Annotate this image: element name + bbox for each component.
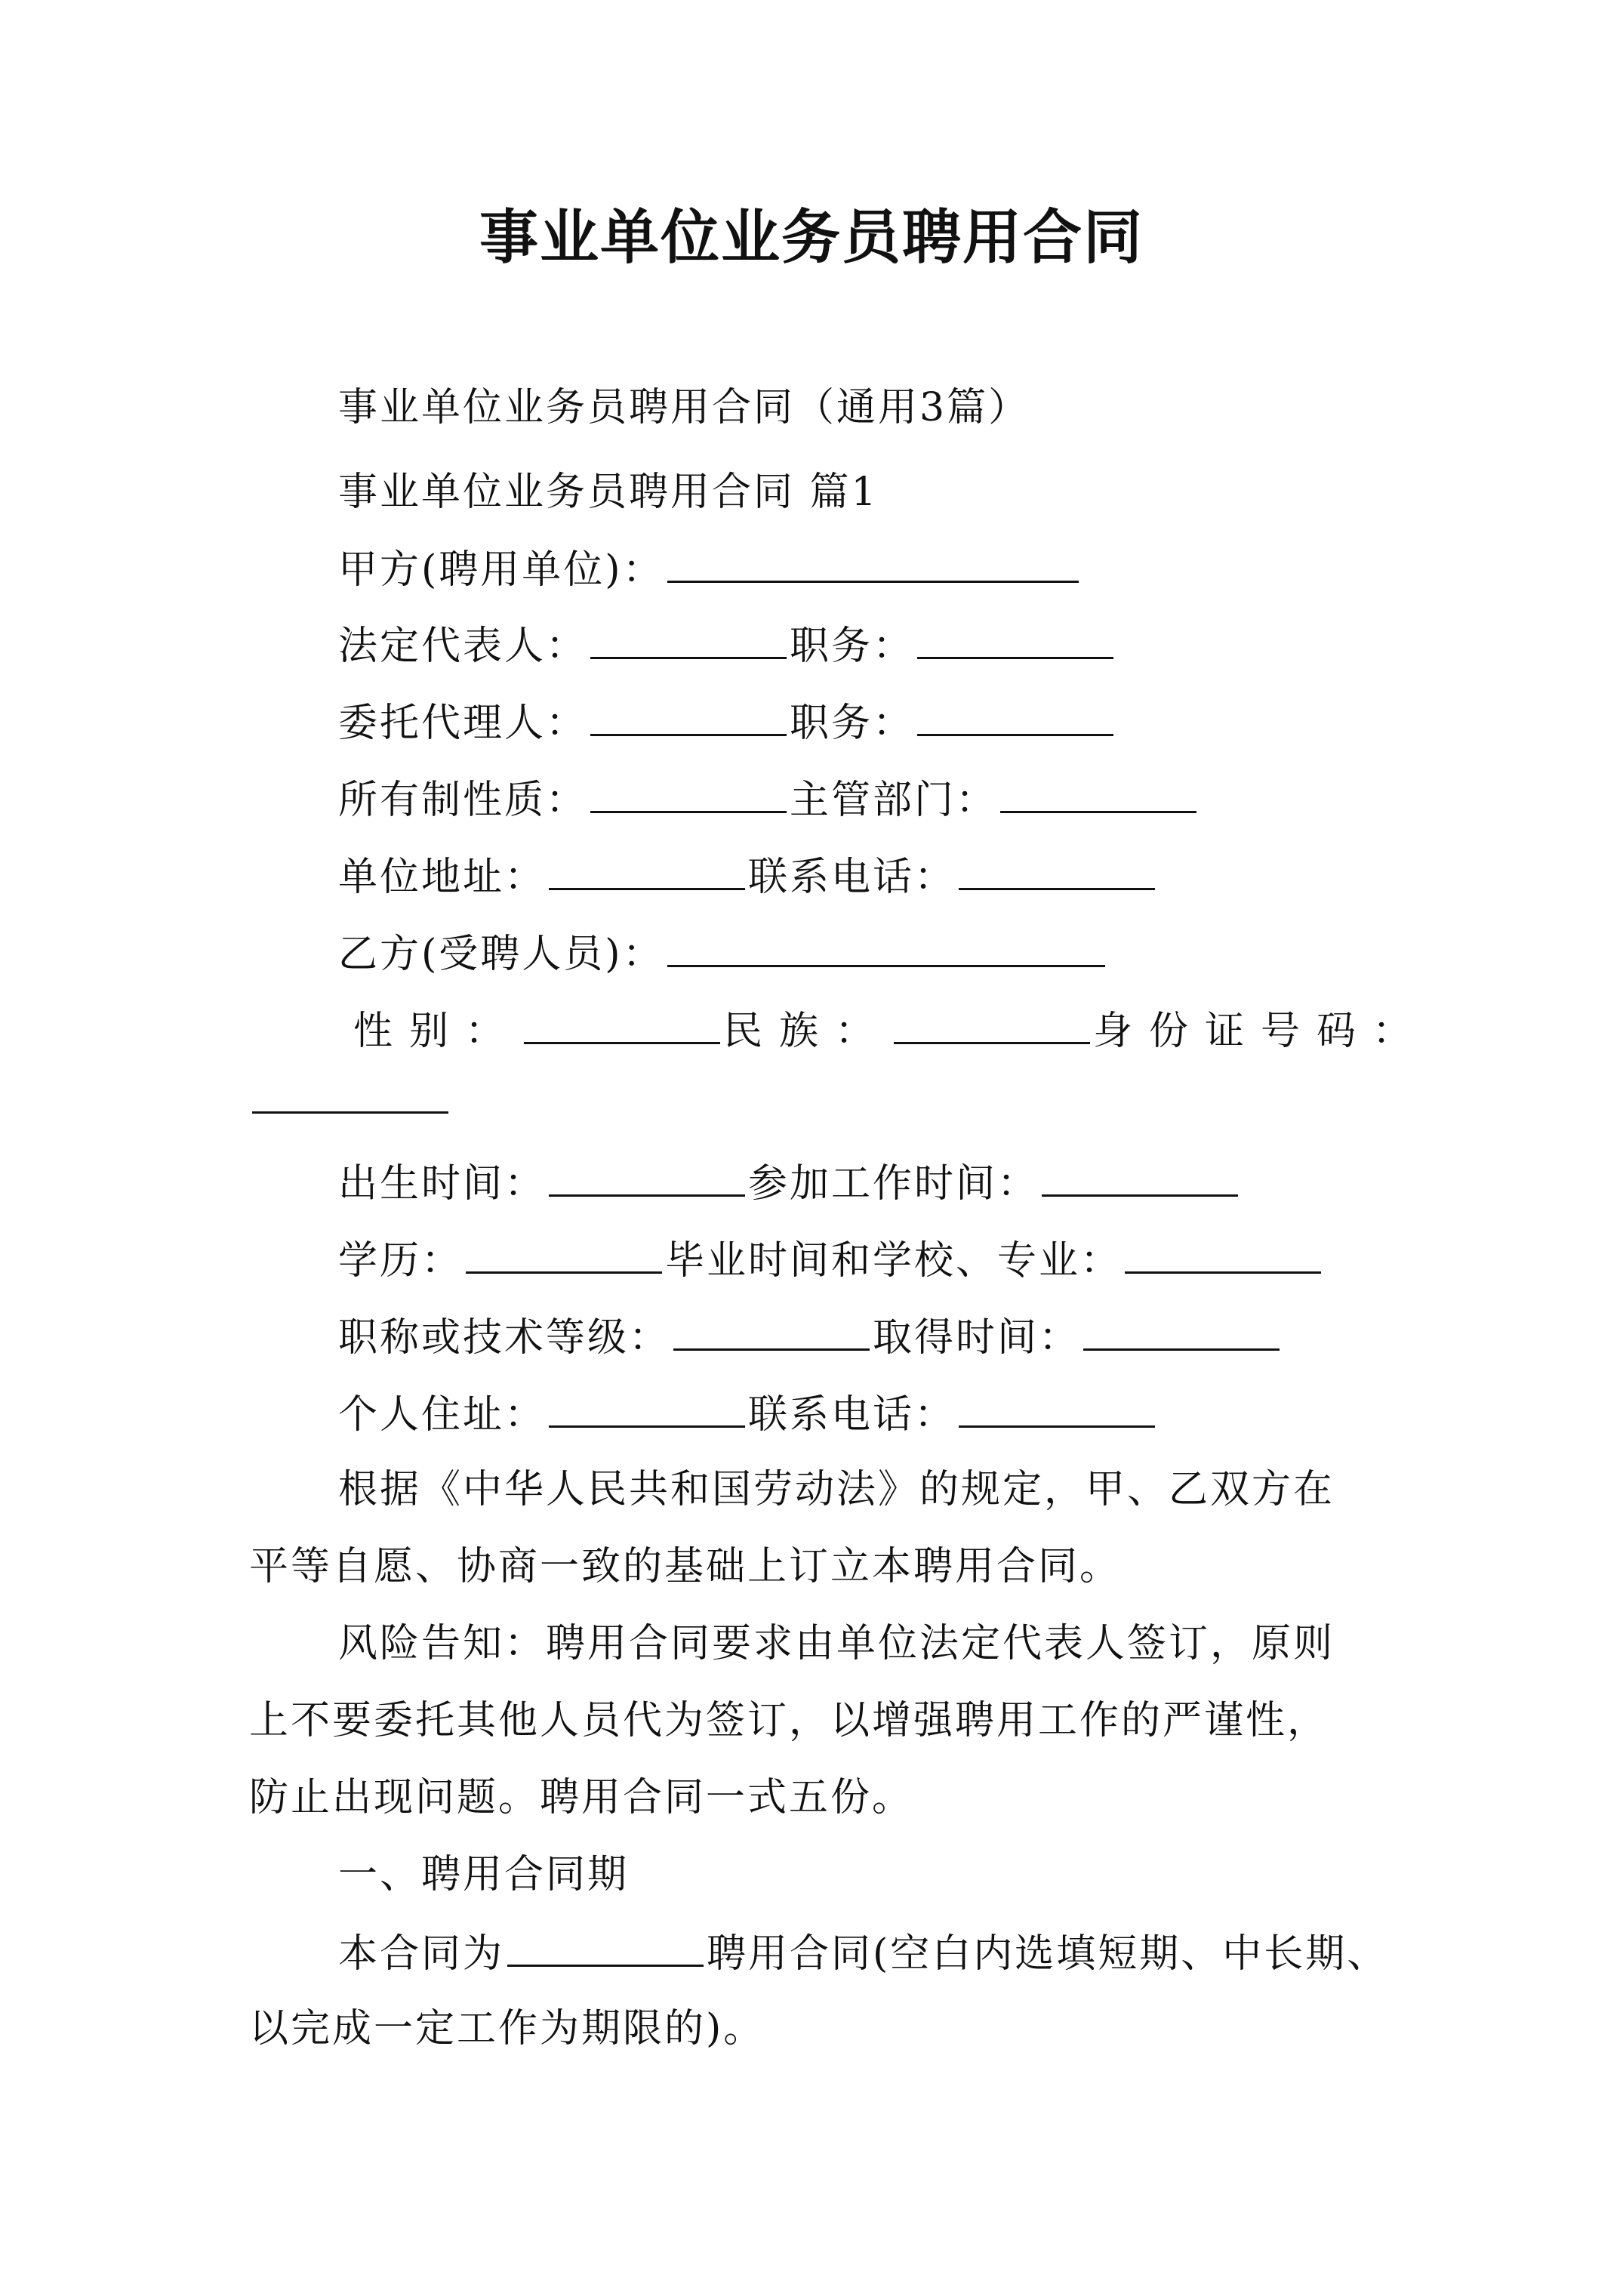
ownership-blank[interactable]: [590, 772, 787, 813]
ownership-label: 所有制性质：: [338, 778, 588, 823]
agent-position-blank[interactable]: [917, 695, 1113, 736]
address-blank[interactable]: [549, 849, 745, 890]
address-label: 单位地址：: [338, 855, 547, 900]
para2-line1: 风险告知：聘用合同要求由单位法定代表人签订，原则: [338, 1621, 1335, 1666]
agent-row: [338, 695, 1116, 750]
contract-type-blank[interactable]: [507, 1925, 704, 1967]
graduation-label: 毕业时间和学校、专业：: [665, 1238, 1123, 1284]
title-level-blank[interactable]: [673, 1309, 870, 1351]
para1-line1: 根据《中华人民共和国劳动法》的规定，甲、乙双方在: [338, 1467, 1335, 1512]
birth-blank[interactable]: [549, 1155, 745, 1197]
obtained-blank[interactable]: [1083, 1309, 1280, 1351]
id-number-row: [249, 1072, 451, 1127]
agent-label: 委托代理人：: [338, 701, 588, 746]
authority-label: 主管部门：: [790, 778, 998, 823]
birth-row: [338, 1155, 1241, 1210]
education-row: [338, 1232, 1324, 1287]
id-number-label: 身份证号码：: [1093, 1009, 1429, 1054]
gender-label: 性别：: [353, 1009, 522, 1054]
title-level-label: 职称或技术等级：: [338, 1315, 671, 1361]
subtitle: 事业单位业务员聘用合同（通用3篇）: [338, 385, 1030, 430]
graduation-blank[interactable]: [1125, 1232, 1321, 1274]
para2-line2: 上不要委托其他人员代为签订，以增强聘用工作的严谨性，: [249, 1698, 1329, 1743]
party-a-row: [338, 541, 1082, 596]
party-b-row: [338, 926, 1108, 981]
party-a-blank[interactable]: [667, 541, 1079, 583]
agent-blank[interactable]: [590, 695, 787, 736]
para1-line2: 平等自愿、协商一致的基础上订立本聘用合同。: [249, 1544, 1122, 1589]
para3-part1: 本合同为: [338, 1931, 505, 1977]
position-label: 职务：: [790, 624, 915, 669]
education-label: 学历：: [338, 1238, 463, 1284]
birth-label: 出生时间：: [338, 1161, 547, 1207]
home-address-label: 个人住址：: [338, 1392, 547, 1438]
ownership-row: [338, 772, 1200, 827]
home-address-row: [338, 1386, 1158, 1441]
agent-position-label: 职务：: [790, 701, 915, 746]
title-level-row: [338, 1309, 1283, 1364]
authority-blank[interactable]: [1000, 772, 1196, 813]
legal-rep-row: [338, 618, 1116, 673]
id-number-blank[interactable]: [252, 1072, 448, 1114]
part-heading: 事业单位业务员聘用合同 篇1: [338, 470, 879, 515]
ethnicity-label: 民族：: [723, 1009, 892, 1054]
legal-rep-label: 法定代表人：: [338, 624, 588, 669]
work-start-blank[interactable]: [1042, 1155, 1238, 1197]
para3-line2: 以完成一定工作为期限的)。: [249, 2006, 765, 2051]
party-a-label: 甲方(聘用单位)：: [338, 547, 664, 593]
para3-part2: 聘用合同(空白内选填短期、中长期、: [707, 1931, 1389, 1977]
phone-label: 联系电话：: [748, 855, 956, 900]
legal-rep-blank[interactable]: [590, 618, 787, 659]
section1-heading: 一、聘用合同期: [338, 1852, 630, 1897]
para3-line1: [338, 1925, 1388, 1980]
phone-blank[interactable]: [959, 849, 1155, 890]
education-blank[interactable]: [466, 1232, 662, 1274]
ethnicity-blank[interactable]: [894, 1003, 1090, 1044]
phone2-blank[interactable]: [959, 1386, 1155, 1428]
party-b-label: 乙方(受聘人员)：: [338, 932, 664, 977]
para2-line3: 防止出现问题。聘用合同一式五份。: [249, 1775, 914, 1820]
gender-row: [353, 1003, 1428, 1058]
obtained-label: 取得时间：: [873, 1315, 1081, 1361]
work-start-label: 参加工作时间：: [748, 1161, 1039, 1207]
address-row: [338, 849, 1158, 904]
position-blank[interactable]: [917, 618, 1113, 659]
party-b-blank[interactable]: [667, 926, 1105, 967]
document-title: 事业单位业务员聘用合同: [479, 203, 1144, 272]
home-address-blank[interactable]: [549, 1386, 745, 1428]
phone2-label: 联系电话：: [748, 1392, 956, 1438]
gender-blank[interactable]: [524, 1003, 720, 1044]
